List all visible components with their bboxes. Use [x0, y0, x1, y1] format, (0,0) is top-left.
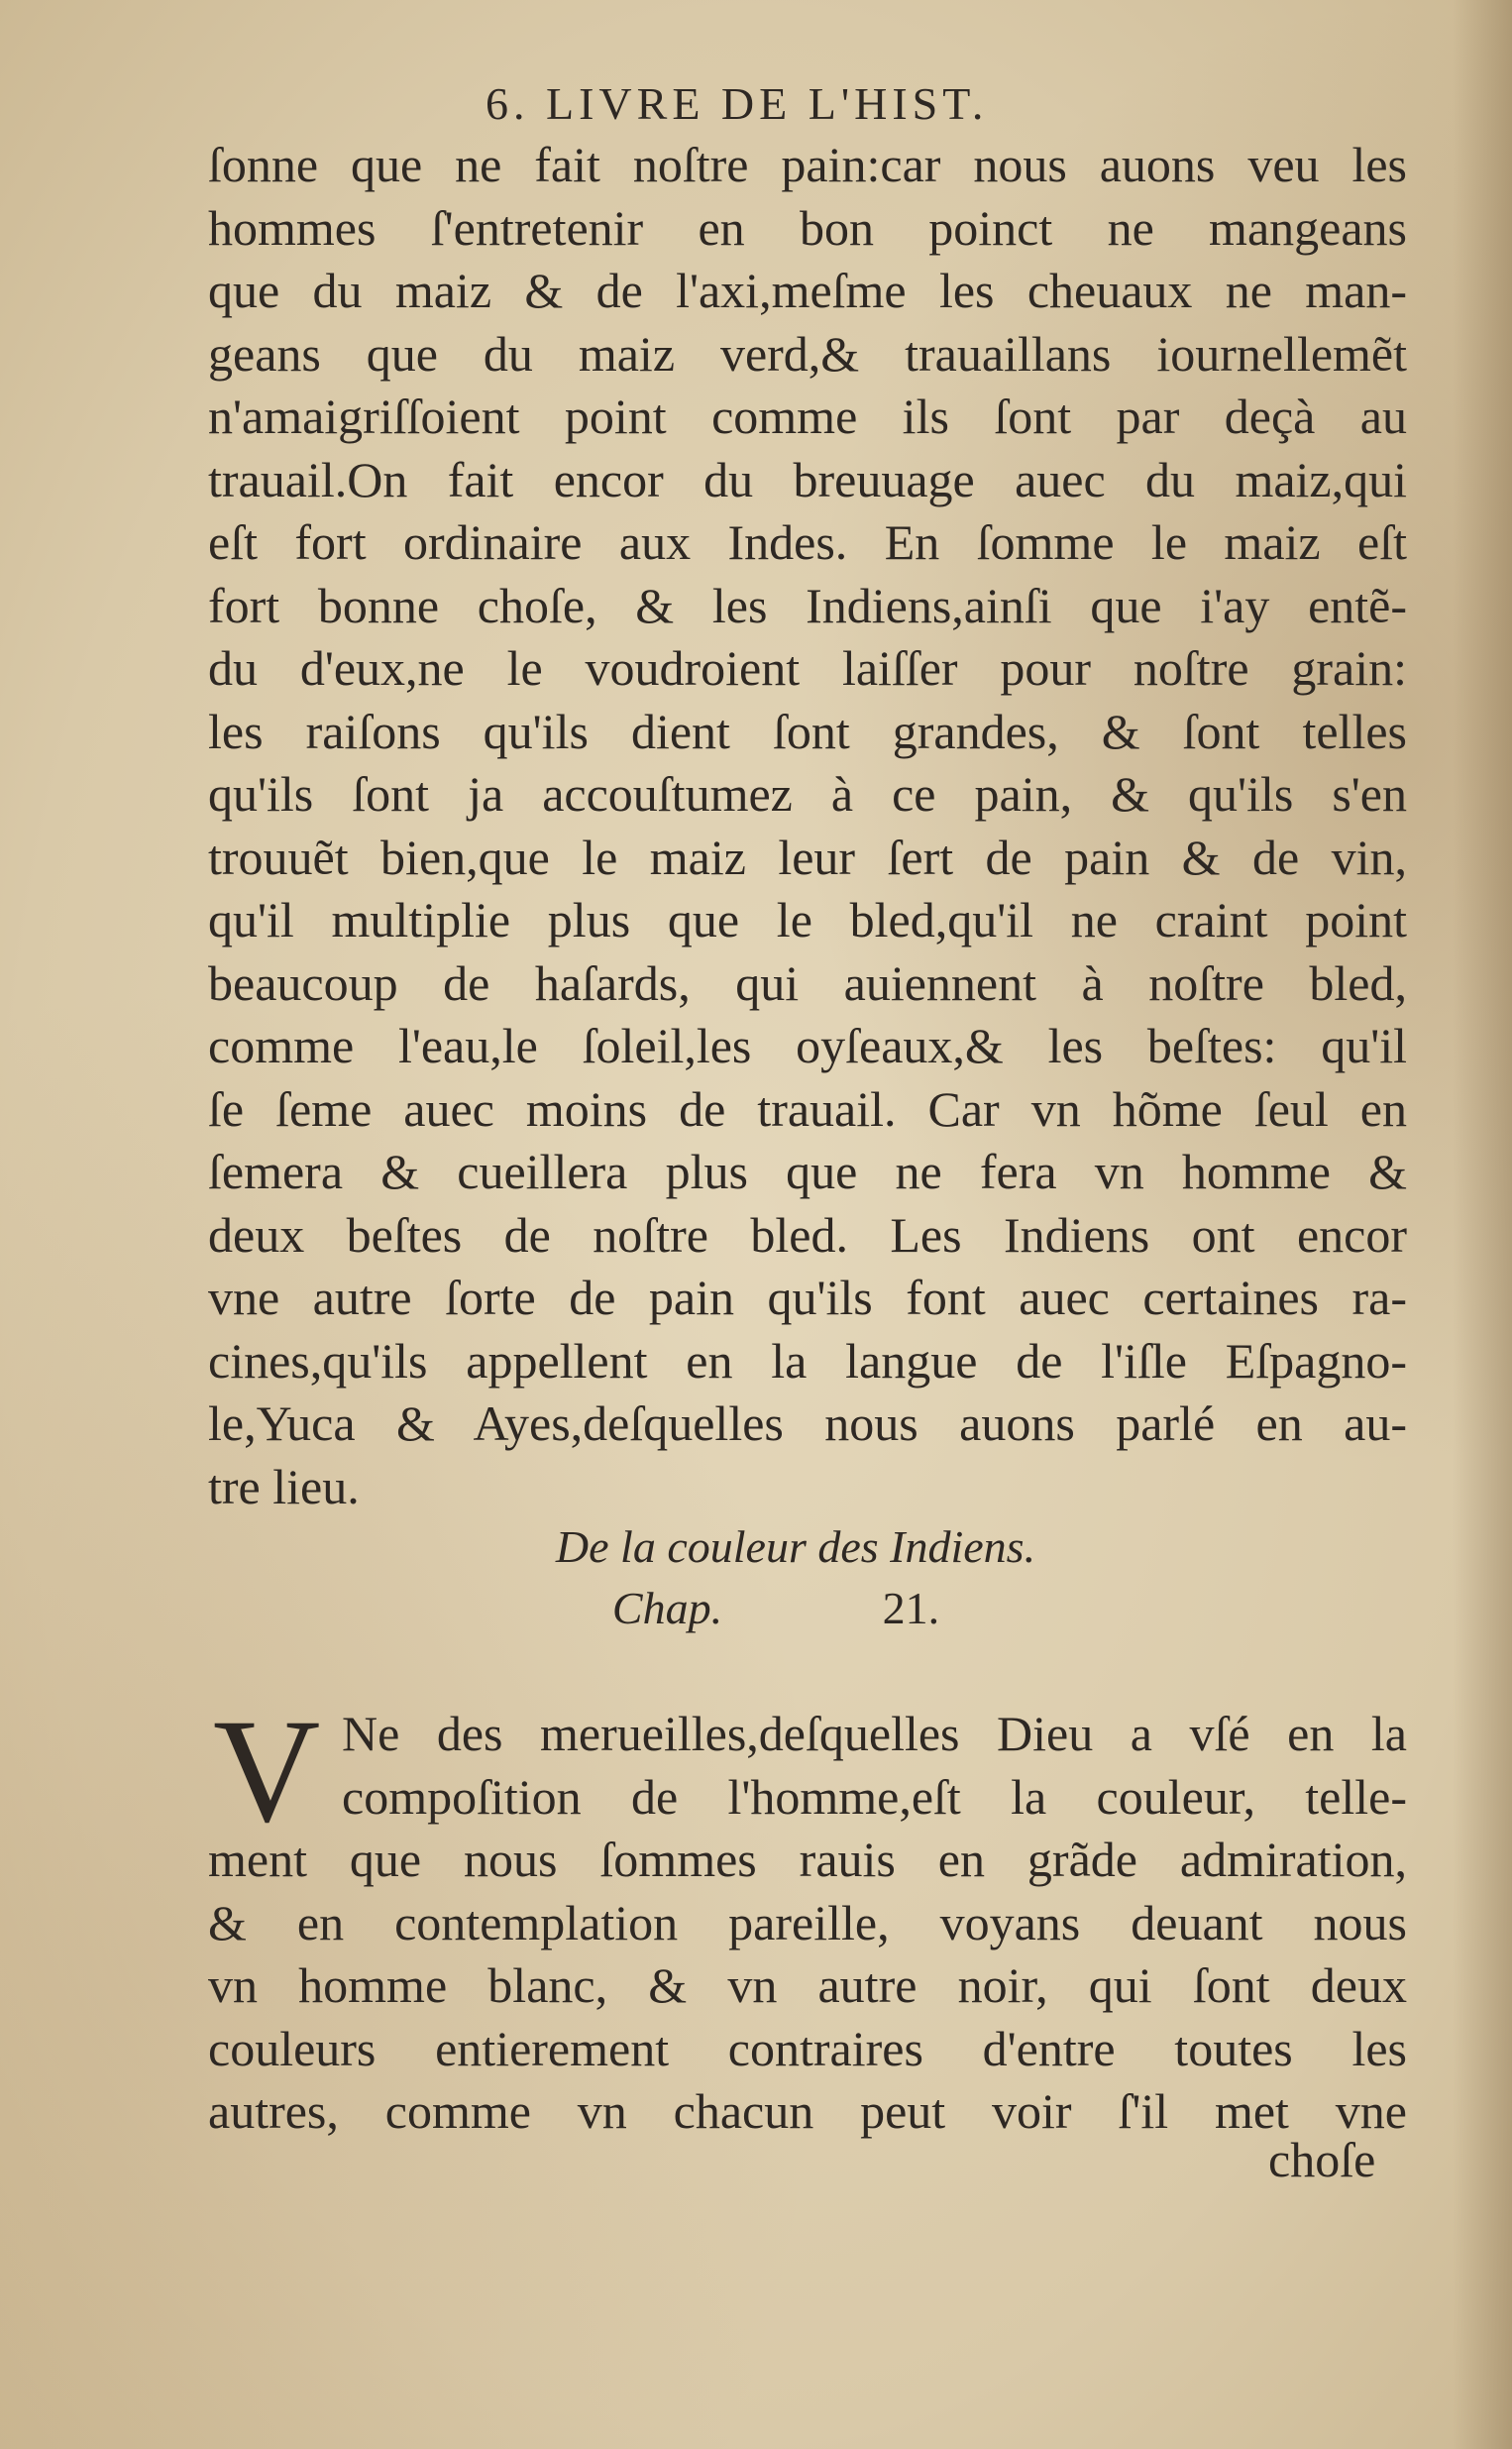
chapter-title: De la couleur des Indiens. [555, 1521, 1036, 1572]
text-line: fort bonne choſe, & les Indiens,ainſi que i'ay entẽ- [208, 577, 1407, 633]
text-line: ſe ſeme auec moins de trauail. Car vn hõme ſeul en [208, 1080, 1407, 1137]
chapter-number-line [0, 1578, 1512, 1639]
text-line: comme l'eau,le ſoleil,les oyſeaux,& les beſtes: qu'il [208, 1018, 1407, 1073]
page-edge-shadow [1453, 0, 1512, 2449]
text-line: qu'il multiplie plus que le bled,qu'il ne craint point [208, 892, 1407, 947]
text-line: compoſition de l'homme,eſt la couleur, telle- [342, 1768, 1407, 1825]
paragraph-2 [208, 1829, 1407, 2144]
paragraph-2-indented [342, 1703, 1407, 1829]
chapter-heading [0, 1516, 1512, 1639]
text-line: le,Yuca & Ayes,deſquelles nous auons parlé en au- [208, 1395, 1407, 1451]
text-line: trauail.On fait encor du breuuage auec du maiz,qui [208, 451, 1407, 507]
text-line: trouuẽt bien,que le maiz leur ſert de pain & de vin, [208, 829, 1407, 885]
text-line: vne autre ſorte de pain qu'ils font auec certaines ra- [208, 1270, 1407, 1325]
text-line: les raiſons qu'ils dient ſont grandes, & ſont telles [208, 703, 1407, 759]
text-line: que du maiz & de l'axi,meſme les cheuaux ne man- [208, 263, 1407, 318]
text-line: autres, comme vn chacun peut voir ſ'il met vne [208, 2083, 1407, 2139]
text-line: hommes ſ'entretenir en bon poinct ne mangeans [208, 199, 1407, 256]
drop-cap-initial: V [213, 1689, 321, 1853]
chapter-label: Chap. [611, 1583, 723, 1633]
text-line: ſonne que ne fait noſtre pain:car nous auons veu les [208, 137, 1407, 192]
text-line: ſemera & cueillera plus que ne fera vn homme & [208, 1144, 1407, 1199]
text-line: deux beſtes de noſtre bled. Les Indiens ont encor [208, 1206, 1407, 1263]
paragraph-1 [208, 134, 1407, 1518]
text-line: eſt fort ordinaire aux Indes. En ſomme le maiz eſt [208, 514, 1407, 570]
text-line: Ne des merueilles,deſquelles Dieu a vſé en la [342, 1706, 1407, 1761]
text-line: couleurs entierement contraires d'entre toutes les [208, 2020, 1407, 2076]
text-line: vn homme blanc, & vn autre noir, qui ſont deux [208, 1957, 1407, 2013]
text-line: beaucoup de haſards, qui auiennent à noſtre bled, [208, 954, 1407, 1011]
text-line: du d'eux,ne le voudroient laiſſer pour noſtre grain: [208, 640, 1407, 696]
chapter-number: 21. [882, 1583, 940, 1633]
running-head: 6. LIVRE DE L'HIST. [486, 78, 989, 129]
text-line: tre lieu. [208, 1458, 360, 1514]
text-line: cines,qu'ils appellent en la langue de l'iſle Eſpagno- [208, 1332, 1407, 1389]
text-line: n'amaigriſſoient point comme ils ſont par deçà au [208, 389, 1407, 444]
text-line: geans que du maiz verd,& trauaillans iournellemẽt [208, 325, 1407, 382]
text-line: ment que nous ſommes rauis en grãde admiration, [208, 1832, 1407, 1887]
catchword: choſe [1268, 2132, 1376, 2187]
text-line: qu'ils ſont ja accouſtumez à ce pain, & qu'ils s'en [208, 766, 1407, 822]
text-line: & en contemplation pareille, voyans deuant nous [208, 1894, 1407, 1950]
